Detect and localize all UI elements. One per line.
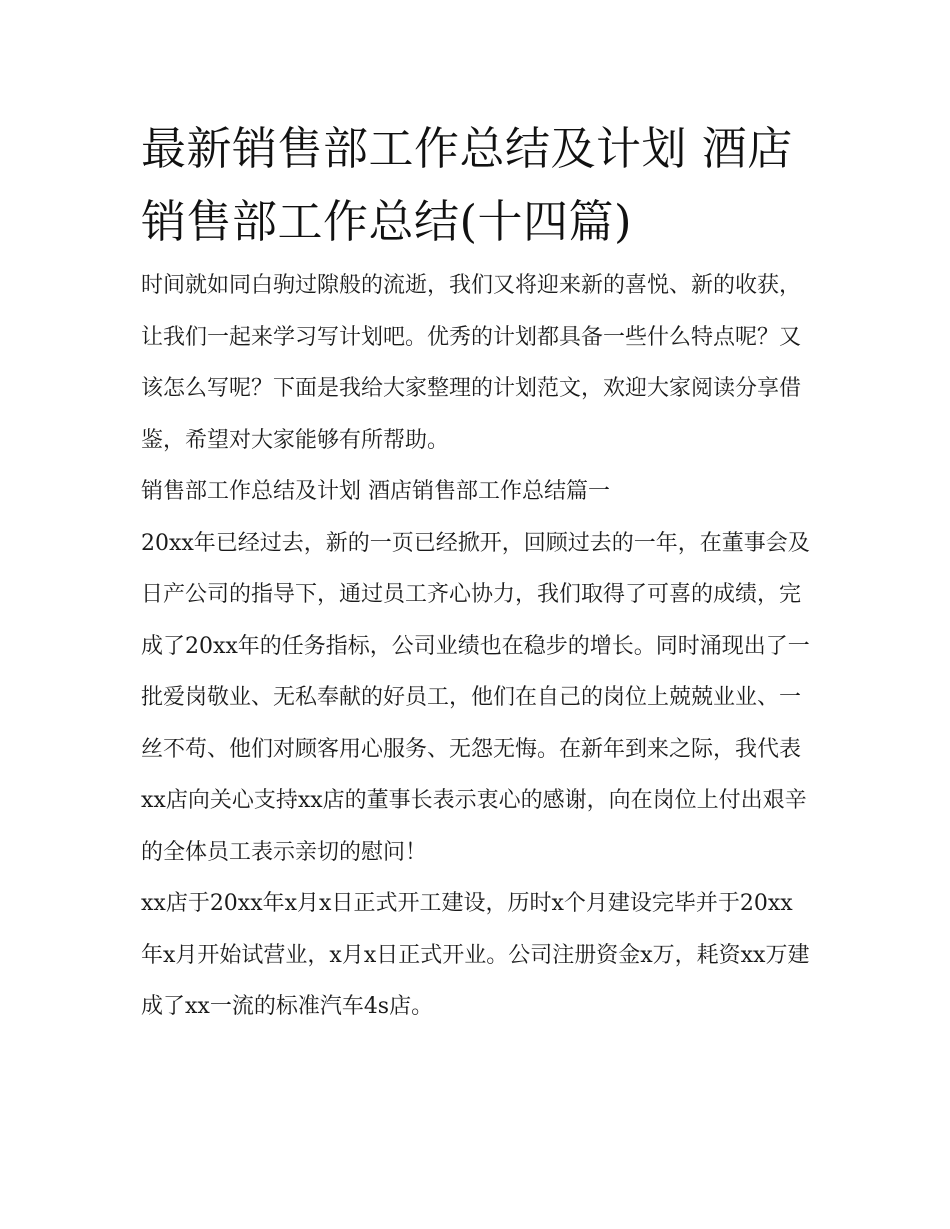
body-paragraph: xx店于20xx年x月x日正式开工建设，历时x个月建设完毕并于20xx年x月开始试营业，x月x日正式开业。公司注册资金x万，耗资xx万建成了xx一流的标准汽车4s店。 (141, 891, 810, 1019)
body-paragraph: 20xx年已经过去，新的一页已经掀开，回顾过去的一年，在董事会及日产公司的指导下，通过员工齐心协力，我们取得了可喜的成绩，完成了20xx年的任务指标，公司业绩也在稳步的增长。同时涌现出了一批爱岗敬业、无私奉献的好员工，他们在自己的岗位上兢兢业业、一丝不苟、他们对顾客用心服务、无怨无悔。在新年到来之际，我代表xx店向关心支持xx店的董事长表示衷心的感谢，向在岗位上付出艰辛的全体员工表示亲切的慰问！ (141, 530, 810, 865)
document-body (141, 260, 813, 1033)
section-heading: 销售部工作总结及计划 酒店销售部工作总结篇一 (141, 479, 610, 504)
intro-paragraph: 时间就如同白驹过隙般的流逝，我们又将迎来新的喜悦、新的收获，让我们一起来学习写计划吧。优秀的计划都具备一些什么特点呢？又该怎么写呢？下面是我给大家整理的计划范文，欢迎大家阅读分享借鉴，希望对大家能够有所帮助。 (141, 273, 802, 453)
document-content (141, 112, 813, 1033)
document-title: 最新销售部工作总结及计划 酒店销售部工作总结(十四篇) (141, 122, 793, 248)
